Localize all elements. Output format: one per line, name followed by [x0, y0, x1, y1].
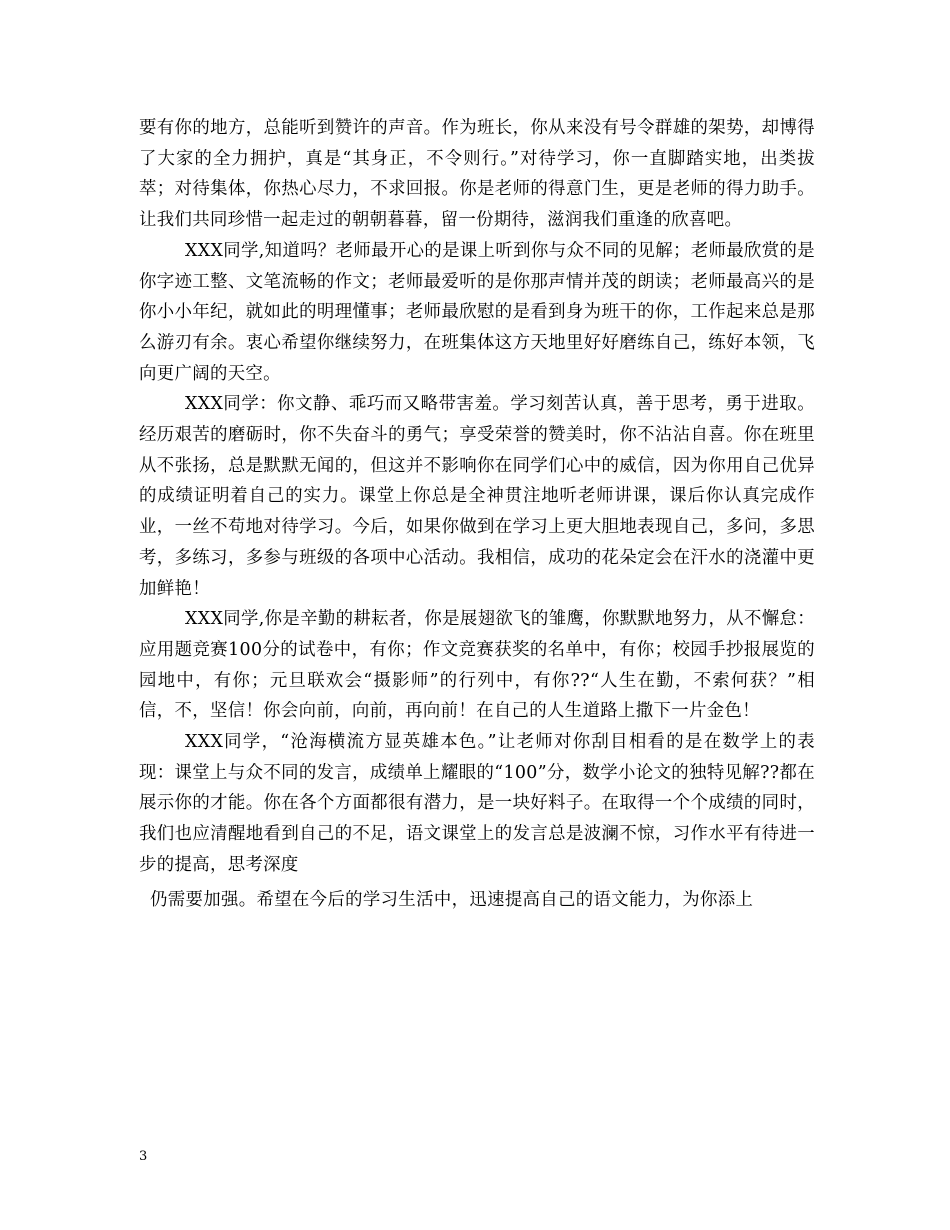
paragraph-class-monitor: 要有你的地方，总能听到赞许的声音。作为班长，你从来没有号令群雄的架势，却博得了大家的全力拥护，真是“其身正，不令则行。”对待学习，你一直脚踏实地，出类拔萃；对待集体，你热心尽力，不求回报。你是老师的得意门生，更是老师的得力助手。让我们共同珍惜一起走过的朝朝暮暮，留一份期待，滋润我们重逢的欣喜吧。: [139, 118, 815, 231]
paragraph-math-talent: XXX同学，“沧海横流方显英雄本色。”让老师对你刮目相看的是在数学上的表现：课堂上与众不同的发言，成绩单上耀眼的“100”分，数学小论文的独特见解??都在展示你的才能。你在各个方面都很有潜力，是一块好料子。在取得一个个成绩的同时，我们也应清醒地看到自己的不足，语文课堂上的发言总是波澜不惊，习作水平有待进一步的提高，思考深度: [139, 732, 815, 875]
paragraph-continuation: 仍需要加强。希望在今后的学习生活中，迅速提高自己的语文能力，为你添上: [150, 889, 754, 910]
page-number: 3: [139, 1149, 148, 1164]
paragraph-diligent-cultivator: XXX同学,你是辛勤的耕耘者，你是展翅欲飞的雏鹰，你默默地努力，从不懈怠：应用题竞赛100分的试卷中，有你；作文竞赛获奖的名单中，有你；校园手抄报展览的园地中，有你；元旦联欢会“摄影师”的行列中，有你??“人生在勤，不索何获？”相信，不，坚信！你会向前，向前，再向前！在自己的人生道路上撒下一片金色！: [139, 609, 815, 722]
paragraph-quiet-student: XXX同学：你文静、乖巧而又略带害羞。学习刻苦认真，善于思考，勇于进取。经历艰苦的磨砺时，你不失奋斗的勇气；享受荣誉的赞美时，你不沾沾自喜。你在班里从不张扬，总是默默无闻的，但这并不影响你在同学们心中的威信，因为你用自己优异的成绩证明着自己的实力。课堂上你总是全神贯注地听老师讲课，课后你认真完成作业，一丝不苟地对待学习。今后，如果你做到在学习上更大胆地表现自己，多问，多思考，多练习，多参与班级的各项中心活动。我相信，成功的花朵定会在汗水的浇灌中更加鲜艳！: [139, 394, 815, 599]
document-body: [139, 113, 815, 915]
paragraph-unique-insights: XXX同学,知道吗？老师最开心的是课上听到你与众不同的见解；老师最欣赏的是你字迹工整、文笔流畅的作文；老师最爱听的是你那声情并茂的朗读；老师最高兴的是你小小年纪，就如此的明理懂事；老师最欣慰的是看到身为班干的你，工作起来总是那么游刃有余。衷心希望你继续努力，在班集体这方天地里好好磨练自己，练好本领，飞向更广阔的天空。: [139, 240, 815, 384]
